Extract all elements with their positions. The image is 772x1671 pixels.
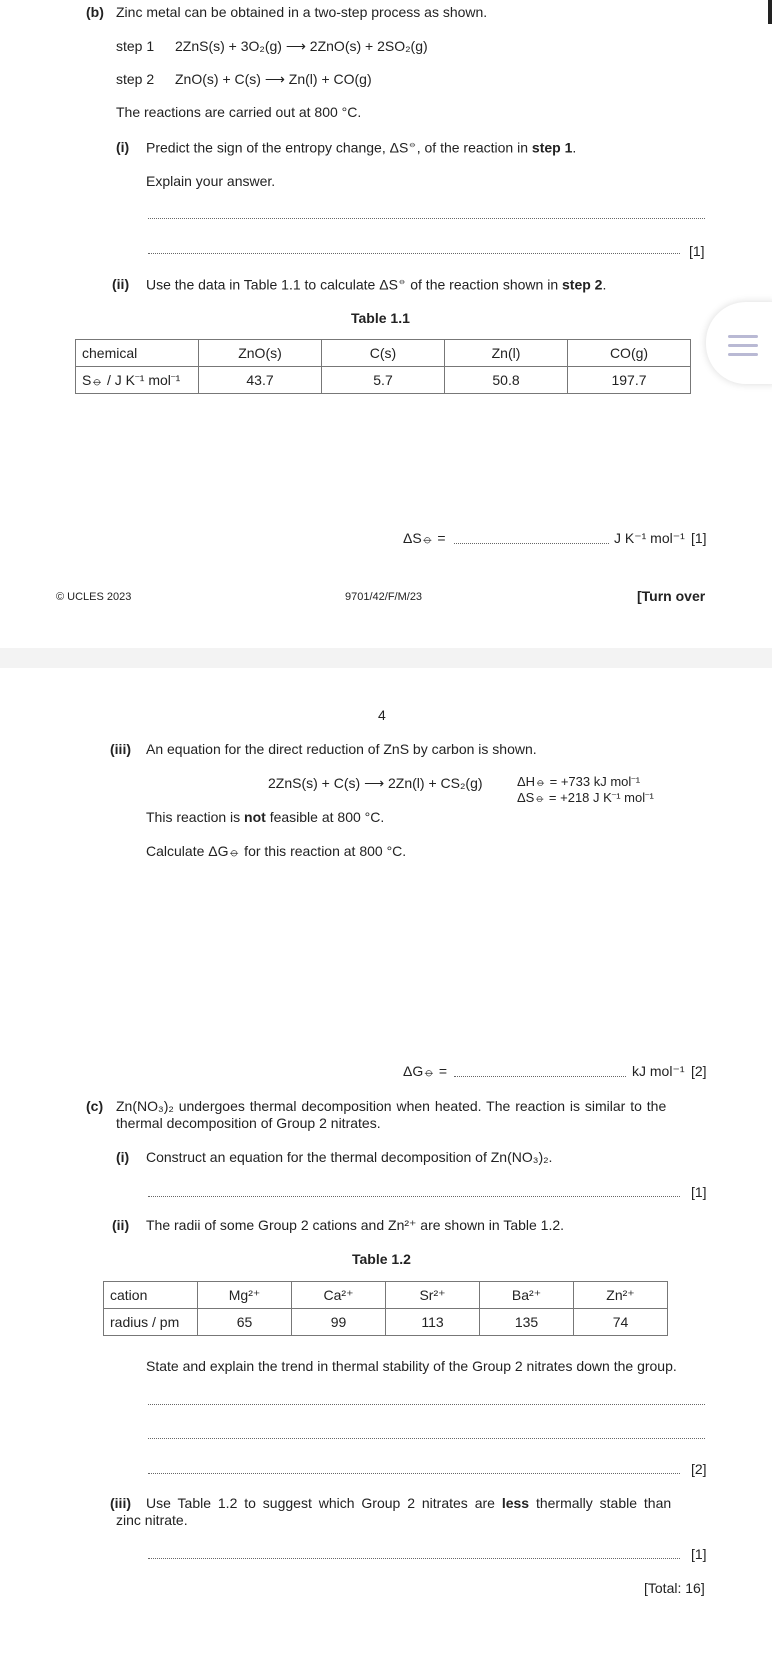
page-number: 4 bbox=[378, 707, 386, 723]
table-1-2 bbox=[103, 1281, 668, 1336]
trend-question: State and explain the trend in thermal stability of the Group 2 nitrates down the group. bbox=[146, 1358, 677, 1374]
table-1-2-title: Table 1.2 bbox=[352, 1251, 411, 1267]
delta-g-units: kJ mol⁻¹ bbox=[632, 1063, 685, 1079]
menu-icon bbox=[728, 335, 758, 338]
table-cell: Zn²⁺ bbox=[574, 1282, 668, 1309]
table-1-1-title: Table 1.1 bbox=[351, 310, 410, 326]
table-cell: Mg²⁺ bbox=[198, 1282, 292, 1309]
menu-icon-bar bbox=[728, 353, 758, 356]
footer-copyright: © UCLES 2023 bbox=[56, 591, 132, 603]
part-b-label: (b) bbox=[86, 4, 104, 20]
c-i-label: (i) bbox=[116, 1149, 130, 1165]
part-b-intro: Zinc metal can be obtained in a two-step process as shown. bbox=[116, 4, 488, 20]
sub-ii-question: Use the data in Table 1.1 to calculate ΔS⦵ of the reaction shown in step 2. bbox=[146, 276, 607, 293]
part-c-line1: Zn(NO₃)₂ undergoes thermal decomposition when heated. The reaction is similar to the bbox=[116, 1098, 667, 1114]
reduction-equation: 2ZnS(s) + C(s) ⟶ 2Zn(l) + CS₂(g) bbox=[268, 775, 483, 791]
page-separator bbox=[0, 648, 772, 668]
sub-iii-label: (iii) bbox=[110, 741, 131, 757]
answer-line[interactable] bbox=[454, 543, 609, 544]
table-cell: 65 bbox=[198, 1309, 292, 1336]
answer-line[interactable] bbox=[148, 253, 680, 254]
answer-line[interactable] bbox=[148, 1196, 680, 1197]
table-row bbox=[104, 1309, 668, 1336]
c-ii-label: (ii) bbox=[112, 1217, 130, 1233]
table-cell: ZnO(s) bbox=[199, 340, 322, 367]
delta-s-answer-label: ΔS⦵ = bbox=[403, 530, 446, 546]
table-cell: 135 bbox=[480, 1309, 574, 1336]
mark-allocation: [2] bbox=[691, 1063, 707, 1079]
step1-equation: 2ZnS(s) + 3O₂(g) ⟶ 2ZnO(s) + 2SO₂(g) bbox=[175, 38, 428, 54]
table-cell: chemical bbox=[76, 340, 199, 367]
part-c-label: (c) bbox=[86, 1098, 104, 1114]
sub-ii-label: (ii) bbox=[112, 276, 130, 292]
table-header-row bbox=[104, 1282, 668, 1309]
c-ii-question: The radii of some Group 2 cations and Zn²⁺ are shown in Table 1.2. bbox=[146, 1217, 565, 1233]
table-cell: Ca²⁺ bbox=[292, 1282, 386, 1309]
calculate-text: Calculate ΔG⦵ for this reaction at 800 °C. bbox=[146, 843, 407, 859]
sub-i-label: (i) bbox=[116, 139, 130, 155]
mark-allocation: [1] bbox=[691, 1184, 707, 1200]
step2-equation: ZnO(s) + C(s) ⟶ Zn(l) + CO(g) bbox=[175, 71, 372, 87]
table-cell: 197.7 bbox=[568, 367, 691, 394]
table-cell: 50.8 bbox=[445, 367, 568, 394]
page-edge-mark bbox=[768, 0, 772, 24]
table-cell: cation bbox=[104, 1282, 198, 1309]
footer-turn-over: [Turn over bbox=[637, 588, 706, 604]
table-cell: 99 bbox=[292, 1309, 386, 1336]
answer-line[interactable] bbox=[148, 218, 705, 219]
table-header-row bbox=[76, 340, 691, 367]
mark-allocation: [1] bbox=[689, 243, 705, 259]
table-cell: S⦵ / J K⁻¹ mol⁻¹ bbox=[76, 367, 199, 394]
table-row bbox=[76, 367, 691, 394]
c-iii-question-line2: zinc nitrate. bbox=[116, 1512, 188, 1528]
table-cell: 113 bbox=[386, 1309, 480, 1336]
part-c-line2: thermal decomposition of Group 2 nitrates. bbox=[116, 1115, 381, 1131]
answer-line[interactable] bbox=[148, 1438, 705, 1439]
table-1-1 bbox=[75, 339, 691, 394]
table-cell: CO(g) bbox=[568, 340, 691, 367]
total-marks: [Total: 16] bbox=[644, 1580, 705, 1596]
delta-h-value: ΔH⦵ = +733 kJ mol⁻¹ bbox=[517, 774, 641, 789]
answer-line[interactable] bbox=[148, 1404, 705, 1405]
delta-s-units: J K⁻¹ mol⁻¹ bbox=[614, 530, 685, 546]
table-cell: 5.7 bbox=[322, 367, 445, 394]
step1-label: step 1 bbox=[116, 38, 155, 54]
answer-line[interactable] bbox=[148, 1473, 680, 1474]
table-cell: Ba²⁺ bbox=[480, 1282, 574, 1309]
table-cell: Zn(l) bbox=[445, 340, 568, 367]
footer-code: 9701/42/F/M/23 bbox=[345, 591, 423, 603]
conditions-text: The reactions are carried out at 800 °C. bbox=[116, 104, 362, 120]
table-cell: 74 bbox=[574, 1309, 668, 1336]
mark-allocation: [1] bbox=[691, 1546, 707, 1562]
mark-allocation: [1] bbox=[691, 530, 707, 546]
c-i-question: Construct an equation for the thermal decomposition of Zn(NO₃)₂. bbox=[146, 1149, 553, 1165]
table-cell: radius / pm bbox=[104, 1309, 198, 1336]
table-cell: Sr²⁺ bbox=[386, 1282, 480, 1309]
table-cell: 43.7 bbox=[199, 367, 322, 394]
delta-g-answer-label: ΔG⦵ = bbox=[403, 1063, 448, 1079]
answer-line[interactable] bbox=[148, 1558, 680, 1559]
sub-iii-question: An equation for the direct reduction of ZnS by carbon is shown. bbox=[146, 741, 537, 757]
floating-menu-button[interactable] bbox=[706, 302, 772, 384]
mark-allocation: [2] bbox=[691, 1461, 707, 1477]
sub-i-question: Predict the sign of the entropy change, ΔS⦵, of the reaction in step 1. bbox=[146, 139, 577, 156]
not-feasible-text: This reaction is not feasible at 800 °C. bbox=[146, 809, 385, 825]
menu-icon-bar bbox=[728, 344, 758, 347]
c-iii-question-line1: Use Table 1.2 to suggest which Group 2 nitrates are less thermally stable than bbox=[146, 1495, 672, 1511]
step2-label: step 2 bbox=[116, 71, 155, 87]
c-iii-label: (iii) bbox=[110, 1495, 131, 1511]
answer-line[interactable] bbox=[454, 1076, 626, 1077]
table-cell: C(s) bbox=[322, 340, 445, 367]
explain-text: Explain your answer. bbox=[146, 173, 276, 189]
delta-s-value: ΔS⦵ = +218 J K⁻¹ mol⁻¹ bbox=[517, 790, 654, 805]
